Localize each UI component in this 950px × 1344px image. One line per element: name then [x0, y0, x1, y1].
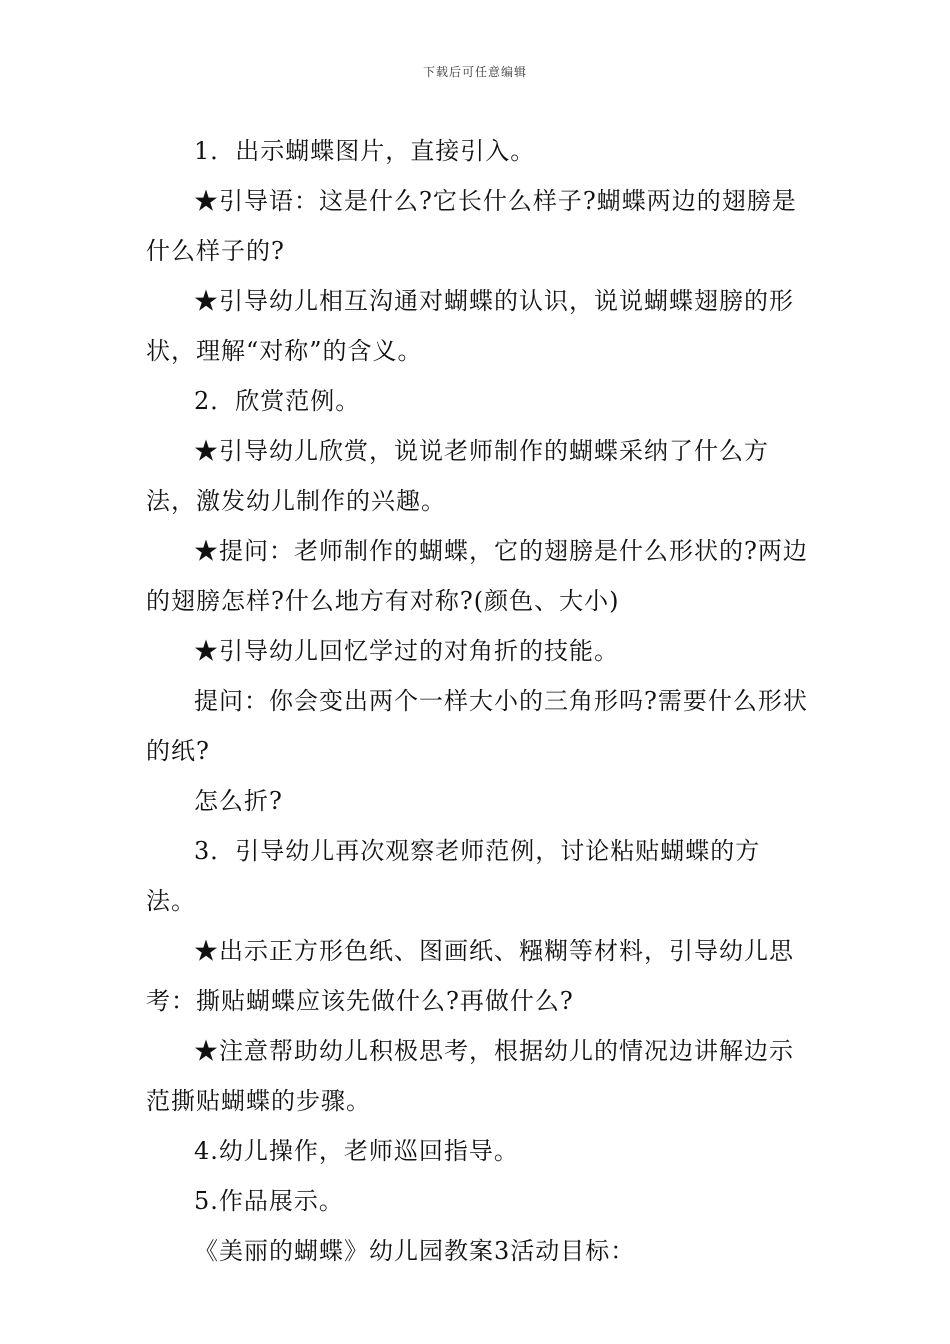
- paragraph-step-2: 2．欣赏范例。: [194, 387, 361, 415]
- paragraph-question-wings: ★提问：老师制作的蝴蝶，它的翅膀是什么形状的?两边的翅膀怎样?什么地方有对称?(颜色、大小): [146, 537, 808, 615]
- paragraph-appreciate: ★引导幼儿欣赏，说说老师制作的蝴蝶采纳了什么方法，激发幼儿制作的兴趣。: [146, 437, 769, 515]
- paragraph-guide-question: ★引导语：这是什么?它长什么样子?蝴蝶两边的翅膀是什么样子的?: [146, 187, 797, 265]
- paragraph-recall-fold: ★引导幼儿回忆学过的对角折的技能。: [194, 637, 619, 665]
- paragraph-symmetry: ★引导幼儿相互沟通对蝴蝶的认识，说说蝴蝶翅膀的形状，理解“对称”的含义。: [146, 287, 794, 365]
- paragraph-step-3: 3．引导幼儿再次观察老师范例，讨论粘贴蝴蝶的方法。: [146, 837, 761, 915]
- paragraph-step-5: 5.作品展示。: [194, 1187, 344, 1215]
- paragraph-how-fold: 怎么折?: [194, 787, 283, 815]
- paragraph-step-4: 4.幼儿操作，老师巡回指导。: [194, 1137, 519, 1165]
- document-body: [146, 126, 810, 1276]
- paragraph-demonstrate: ★注意帮助幼儿积极思考，根据幼儿的情况边讲解边示范撕贴蝴蝶的步骤。: [146, 1037, 794, 1115]
- page-header: 下载后可任意编辑: [422, 65, 527, 79]
- paragraph-question-triangle: 提问：你会变出两个一样大小的三角形吗?需要什么形状的纸?: [146, 687, 808, 765]
- paragraph-step-1: 1．出示蝴蝶图片，直接引入。: [194, 137, 536, 165]
- paragraph-materials: ★出示正方形色纸、图画纸、糨糊等材料，引导幼儿思考：撕贴蝴蝶应该先做什么?再做什么?: [146, 937, 794, 1015]
- paragraph-lesson-3-title: 《美丽的蝴蝶》幼儿园教案3活动目标：: [194, 1237, 636, 1265]
